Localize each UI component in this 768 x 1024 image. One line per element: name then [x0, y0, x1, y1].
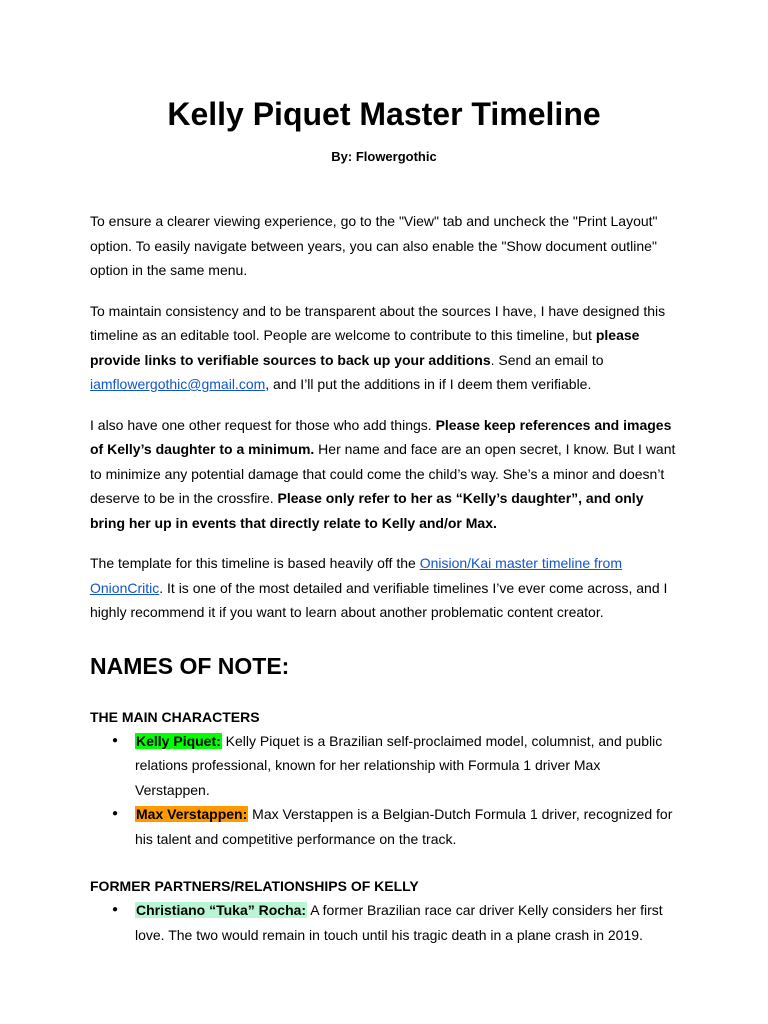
bullet-icon: ● — [112, 904, 119, 915]
page-title: Kelly Piquet Master Timeline — [167, 96, 601, 132]
onision-timeline-link[interactable]: Onision/Kai master timeline from OnionCritic — [90, 555, 622, 596]
byline: By: Flowergothic — [331, 149, 437, 164]
name-highlight: Max Verstappen: — [136, 806, 248, 822]
consistency-bold-a: please provide links to verifiable sources to back up your additions — [90, 327, 640, 368]
request-bold-a: Please keep references and images of Kelly’s daughter to a minimum. — [90, 416, 672, 457]
consistency-text-b: . Send an email to — [490, 351, 604, 368]
bullet-icon: ● — [112, 808, 119, 819]
bullet-icon: ● — [112, 734, 119, 746]
request-paragraph — [90, 413, 678, 536]
template-paragraph — [90, 551, 678, 625]
names-of-note-heading: NAMES OF NOTE: — [90, 652, 290, 679]
main-characters-heading: THE MAIN CHARACTERS — [90, 708, 260, 725]
item-description: Kelly Piquet is a Brazilian self-proclaimed model, columnist, and public relations professional, known for her relationship with Formula 1 driver Max Verstappen. — [135, 732, 663, 798]
request-text-b: Her name and face are an open secret, I know. But I want to minimize any potential damage that could come the child’s way. She’s a minor and doesn’t deserve to be in the crossfire. — [90, 441, 676, 506]
main-characters-list — [90, 729, 678, 852]
request-text-a: I also have one other request for those who add things. — [90, 416, 436, 433]
template-text-a: The template for this timeline is based heavily off the — [90, 555, 420, 571]
former-partners-list — [90, 898, 678, 947]
request-bold-b: Please only refer to her as “Kelly’s daughter”, and only bring her up in events that directly relate to Kelly and/or Max. — [90, 490, 644, 531]
name-highlight: Christiano “Tuka” Rocha: — [136, 902, 307, 918]
consistency-text-c: , and I’ll put the additions in if I deem them verifiable. — [265, 376, 592, 392]
list-item — [112, 729, 678, 803]
item-description: Max Verstappen is a Belgian-Dutch Formula 1 driver, recognized for his talent and competitive performance on the track. — [135, 806, 673, 847]
list-item — [112, 802, 678, 851]
item-description: A former Brazilian race car driver Kelly considers her first love. The two would remain in touch until his tragic death in a plane crash in 2019. — [135, 902, 663, 943]
template-text-b: . It is one of the most detailed and verifiable timelines I’ve ever come across, and I highly recommend it if you want to learn about another problematic content creator. — [90, 579, 668, 620]
intro-paragraph: To ensure a clearer viewing experience, go to the "View" tab and uncheck the "Print Layout" option. To easily navigate between years, you can also enable the "Show document outline" option in the same menu. — [90, 213, 658, 278]
list-item — [112, 898, 678, 947]
consistency-paragraph — [90, 299, 678, 397]
name-highlight: Kelly Piquet: — [136, 732, 221, 749]
consistency-text-a: To maintain consistency and to be transparent about the sources I have, I have designed this timeline as an editable tool. People are welcome to contribute to this timeline, but — [90, 302, 666, 343]
former-partners-heading: FORMER PARTNERS/RELATIONSHIPS OF KELLY — [90, 878, 419, 894]
email-link[interactable]: iamflowergothic@gmail.com — [90, 376, 266, 392]
